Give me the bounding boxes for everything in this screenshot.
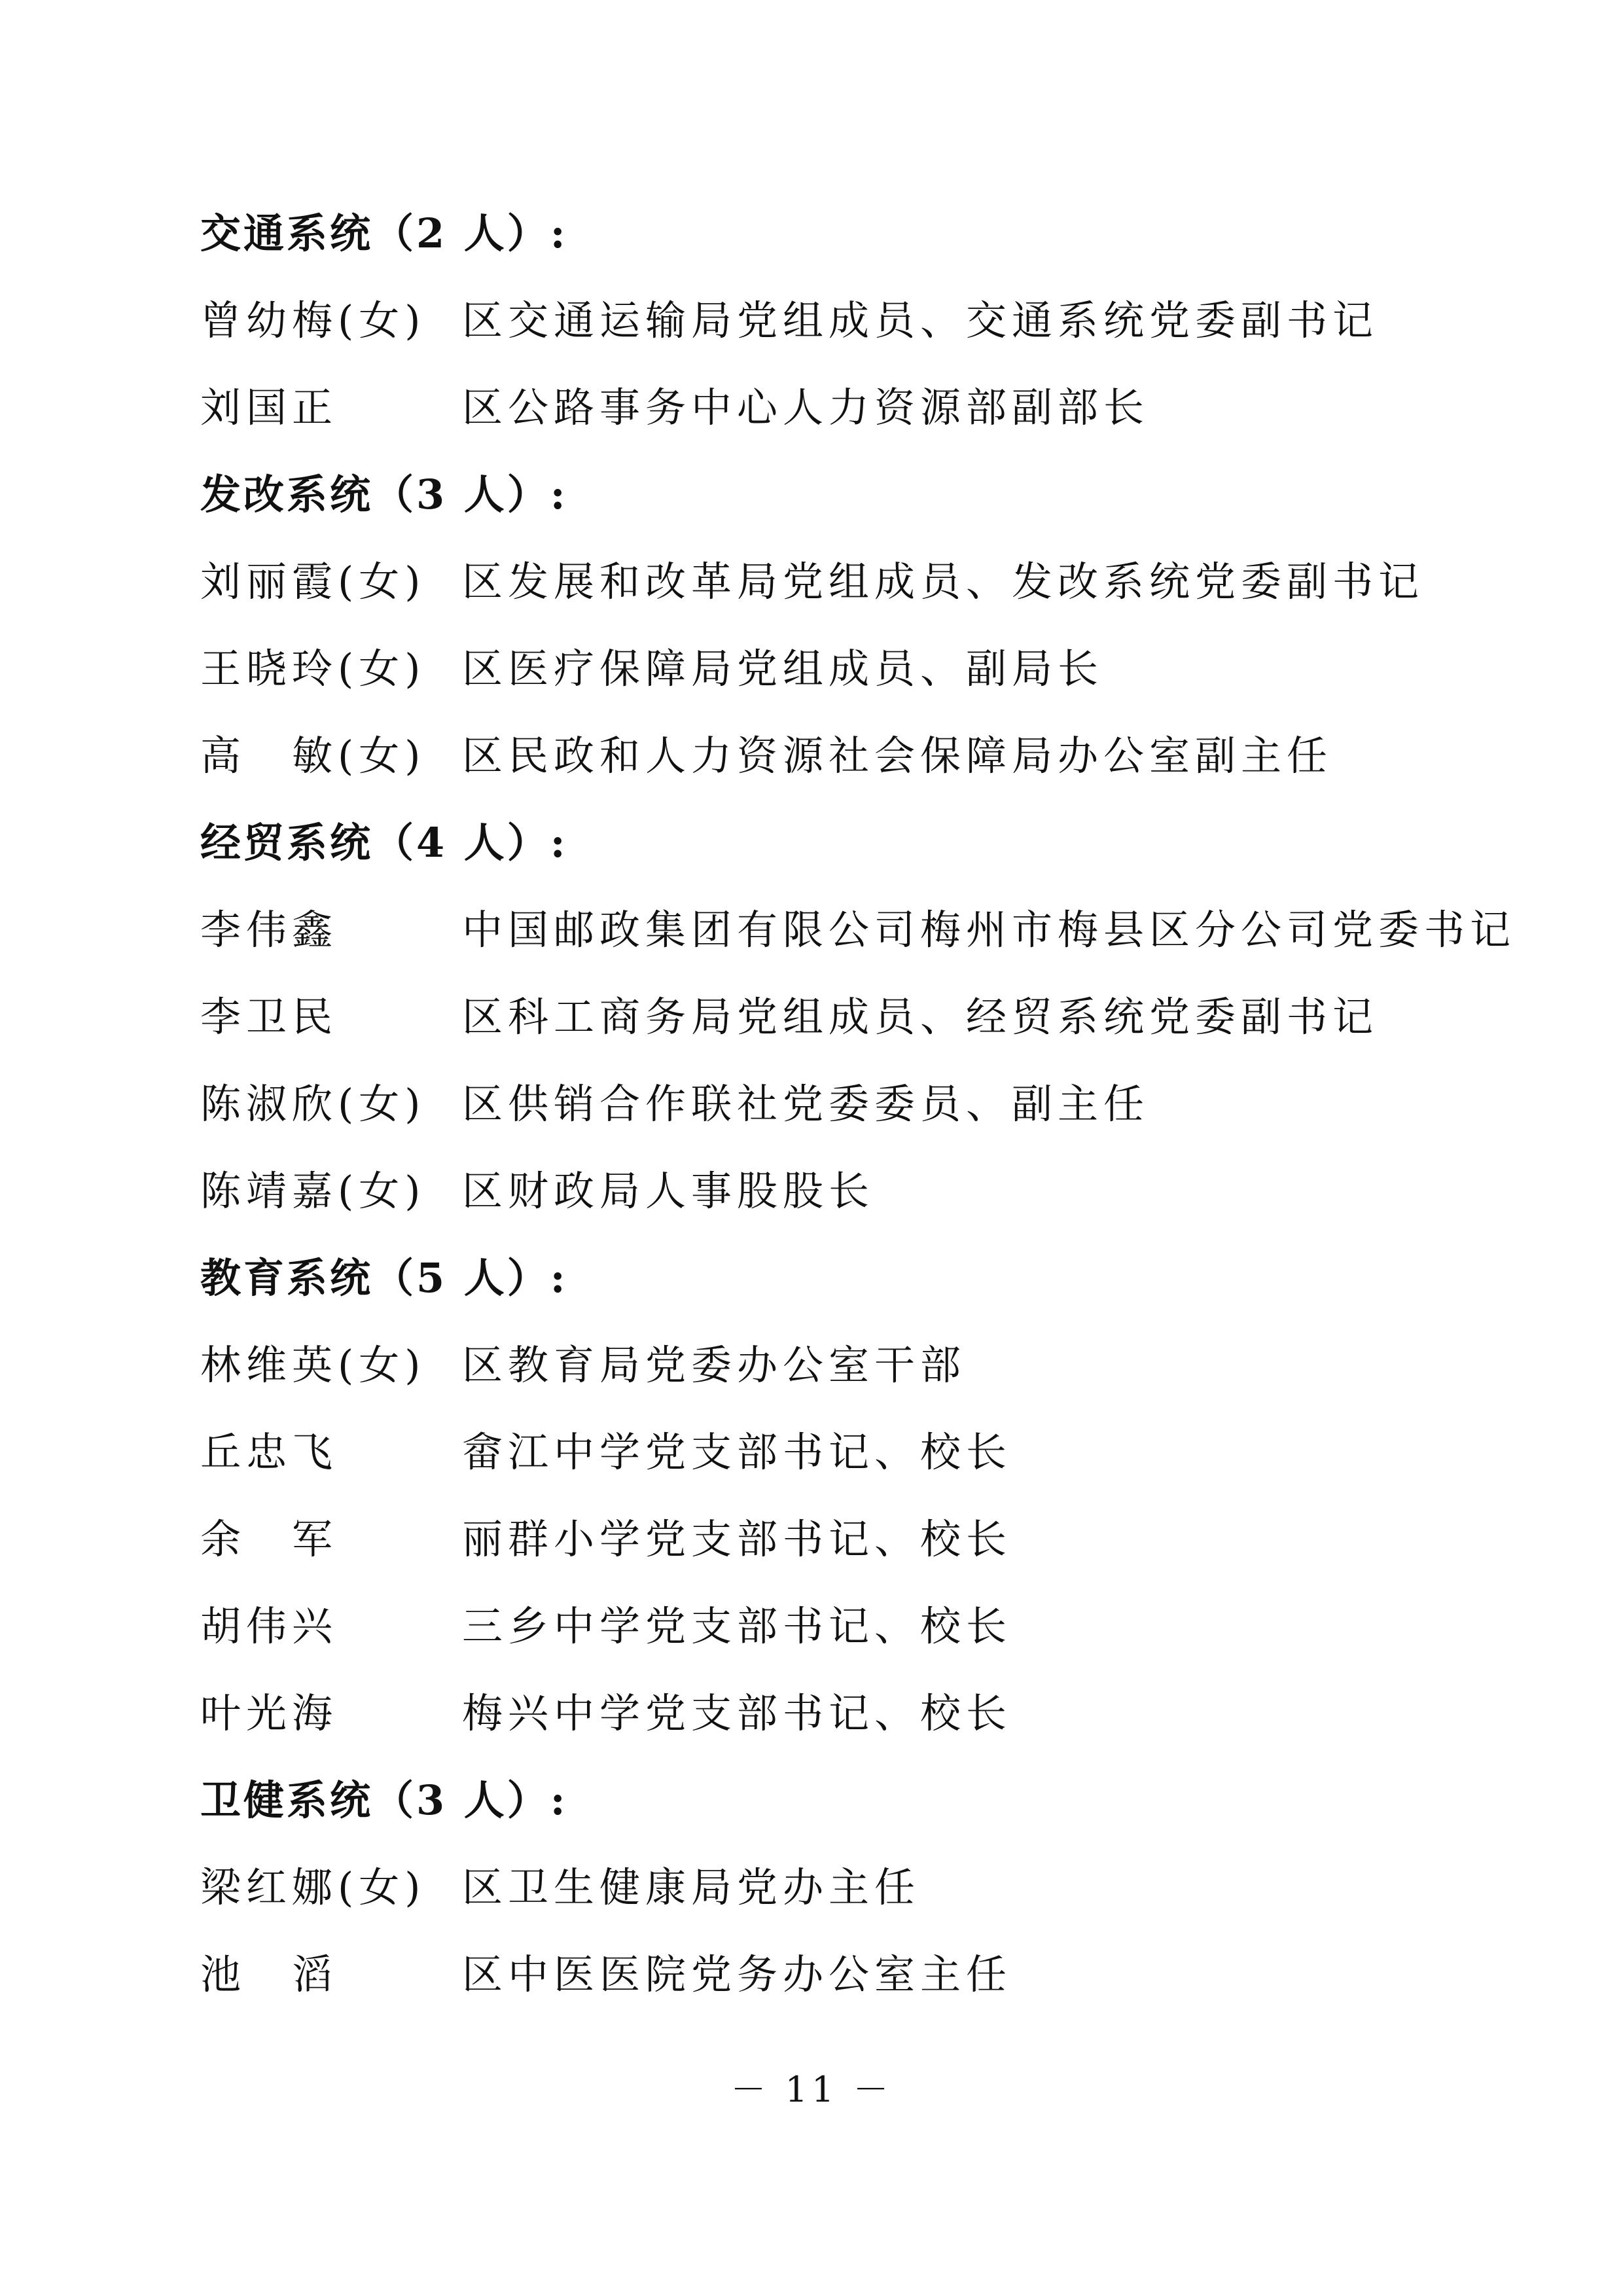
member-name: 梁红娜(女)	[200, 1863, 426, 1911]
member-name: 林维英(女)	[200, 1341, 426, 1389]
member-name: 高 敏(女)	[200, 732, 426, 780]
section-heading-development-reform: 发改系统（3 人）:	[200, 471, 568, 518]
member-name: 陈靖嘉(女)	[200, 1167, 426, 1215]
list-item	[200, 364, 1444, 451]
section-heading-economy-trade: 经贸系统（4 人）:	[200, 819, 568, 867]
member-name: 胡伟兴	[200, 1602, 338, 1650]
member-title: 区教育局党委办公室干部	[462, 1341, 967, 1389]
list-item	[200, 973, 1444, 1060]
list-item	[200, 1147, 1444, 1234]
member-name: 王晓玲(女)	[200, 645, 426, 692]
list-item	[200, 1496, 1444, 1583]
list-item	[200, 1844, 1444, 1931]
list-item	[200, 1583, 1444, 1670]
member-name: 池 滔	[200, 1950, 338, 1998]
member-title: 区卫生健康局党办主任	[462, 1863, 921, 1911]
member-name: 余 军	[200, 1515, 338, 1563]
member-title: 区医疗保障局党组成员、副局长	[462, 645, 1104, 692]
list-item	[200, 277, 1444, 364]
member-list	[200, 190, 1516, 2018]
member-name: 刘国正	[200, 384, 338, 431]
member-name: 陈淑欣(女)	[200, 1080, 426, 1128]
list-item	[200, 538, 1444, 625]
member-name: 李伟鑫	[200, 906, 338, 954]
member-title: 区科工商务局党组成员、经贸系统党委副书记	[462, 993, 1379, 1041]
member-title: 中国邮政集团有限公司梅州市梅县区分公司党委书记	[462, 906, 1516, 954]
page-number: － 11 －	[730, 2069, 893, 2110]
member-title: 梅兴中学党支部书记、校长	[462, 1689, 1012, 1737]
list-item	[200, 712, 1444, 799]
member-title: 丽群小学党支部书记、校长	[462, 1515, 1012, 1563]
member-title: 区公路事务中心人力资源部副部长	[462, 384, 1150, 431]
member-title: 区民政和人力资源社会保障局办公室副主任	[462, 732, 1333, 780]
member-name: 叶光海	[200, 1689, 338, 1737]
list-item	[200, 1408, 1444, 1496]
list-item	[200, 625, 1444, 712]
section-heading-education: 教育系统（5 人）:	[200, 1254, 568, 1302]
member-title: 区供销合作联社党委委员、副主任	[462, 1080, 1150, 1128]
list-item	[200, 886, 1516, 973]
member-title: 区发展和改革局党组成员、发改系统党委副书记	[462, 558, 1425, 605]
list-item	[200, 1060, 1444, 1147]
section-heading-health: 卫健系统（3 人）:	[200, 1776, 568, 1824]
member-name: 李卫民	[200, 993, 338, 1041]
member-title: 三乡中学党支部书记、校长	[462, 1602, 1012, 1650]
list-item	[200, 1321, 1444, 1408]
section-heading-transport: 交通系统（2 人）:	[200, 209, 568, 257]
member-name: 丘忠飞	[200, 1428, 338, 1476]
list-item	[200, 1931, 1444, 2018]
member-title: 畲江中学党支部书记、校长	[462, 1428, 1012, 1476]
member-title: 区交通运输局党组成员、交通系统党委副书记	[462, 296, 1379, 344]
member-name: 刘丽霞(女)	[200, 558, 426, 605]
member-title: 区中医医院党务办公室主任	[462, 1950, 1012, 1998]
list-item	[200, 1670, 1444, 1757]
member-title: 区财政局人事股股长	[462, 1167, 875, 1215]
member-name: 曾幼梅(女)	[200, 296, 426, 344]
